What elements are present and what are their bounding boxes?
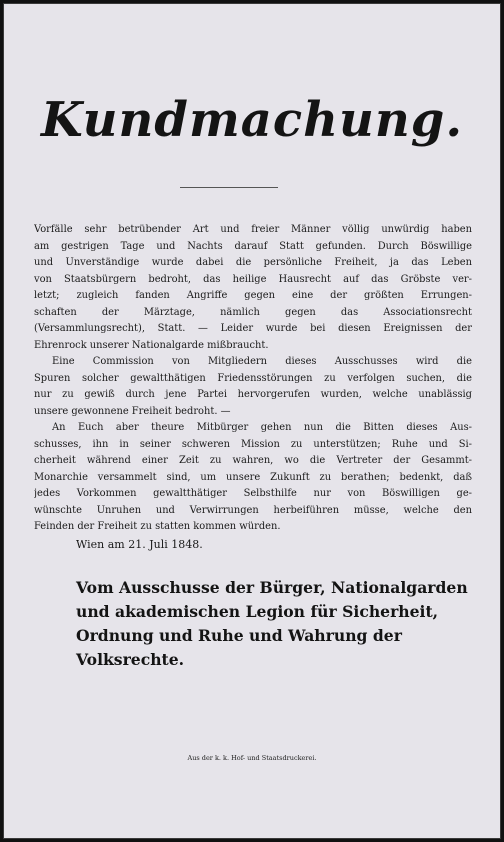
- body-line: Eine Commission von Mitgliedern dieses Ausschusses wird die: [52, 356, 472, 367]
- body-line: letzt; zugleich fanden Angriffe gegen eine der größten Errungen-: [34, 290, 472, 301]
- date-line: Wien am 21. Juli 1848.: [76, 538, 203, 551]
- announcement-body: [34, 222, 472, 536]
- title-divider: [180, 187, 278, 188]
- issuer-line: Volksrechte.: [76, 650, 185, 669]
- printer-imprint: Aus der k. k. Hof- und Staatsdruckerei.: [187, 754, 317, 762]
- body-line: Ehrenrock unserer Nationalgarde mißbraucht.: [34, 339, 269, 351]
- body-line: Spuren solcher gewaltthätigen Friedensstörungen zu verfolgen suchen, die: [34, 372, 472, 384]
- body-line: wünschte Unruhen und Verwirrungen herbeiführen müsse, welche den: [34, 504, 472, 516]
- body-line: Vorfälle sehr betrübender Art und freier Männer völlig unwürdig haben: [34, 224, 472, 235]
- body-line: jedes Vorkommen gewaltthätiger Selbsthilfe nur von Böswilligen ge-: [34, 488, 472, 499]
- body-line: (Versammlungsrecht), Statt. — Leider wurde bei diesen Ereignissen der: [34, 323, 472, 334]
- body-line: unsere gewonnene Freiheit bedroht. —: [34, 405, 231, 417]
- issuer-block: [76, 576, 468, 672]
- issuer-line: und akademischen Legion für Sicherheit,: [76, 602, 439, 621]
- body-line: am gestrigen Tage und Nachts darauf Statt gefunden. Durch Böswillige: [34, 240, 472, 252]
- body-line: nur zu gewiß durch jene Partei hervorgerufen wurden, welche unablässig: [34, 389, 472, 400]
- issuer-line: Ordnung und Ruhe und Wahrung der: [76, 626, 402, 645]
- body-line: schusses, ihn in seiner schweren Mission zu unterstützen; Ruhe und Si-: [34, 438, 472, 450]
- body-line: An Euch aber theure Mitbürger gehen nun die Bitten dieses Aus-: [52, 422, 472, 433]
- body-line: und Unverständige wurde dabei die persönliche Freiheit, ja das Leben: [34, 257, 472, 268]
- poster-title: Kundmachung.: [40, 92, 464, 148]
- body-line: cherheit während einer Zeit zu wahren, wo die Vertreter der Gesammt-: [34, 455, 472, 466]
- issuer-line: Vom Ausschusse der Bürger, Nationalgarden: [76, 578, 468, 597]
- body-line: Monarchie versammelt sind, um unsere Zukunft zu berathen; bedenkt, daß: [34, 471, 472, 483]
- poster-sheet: [3, 3, 501, 839]
- body-line: schaften der Märztage, nämlich gegen das Associationsrecht: [34, 306, 472, 318]
- body-line: von Staatsbürgern bedroht, das heilige Hausrecht auf das Gröbste ver-: [34, 273, 472, 285]
- body-line: Feinden der Freiheit zu statten kommen würden.: [34, 521, 281, 532]
